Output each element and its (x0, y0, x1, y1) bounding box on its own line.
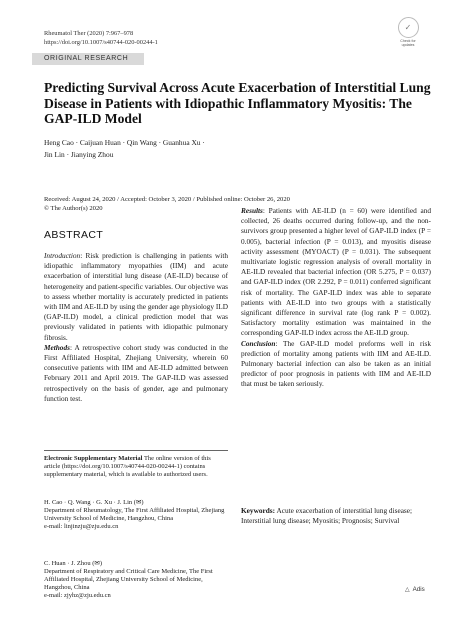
keywords (241, 506, 431, 526)
keywords-text: Acute exacerbation of interstitial lung disease; Interstitial lung disease; Myositis; Prognosis; Survival (241, 506, 413, 526)
conclusion-text: : The GAP-ILD model preforms well in risk prediction of mortality among patients with IIM and AE-ILD. Pulmonary bacterial infection can also be taken as an initial predictor of poor prognosis in patients with IIM and AE-ILD that must be taken seriously. (241, 338, 431, 389)
affiliation-1-dept: Department of Rheumatology, The First Affiliated Hospital, Zhejiang University School of Medicine, Hangzhou, China (44, 507, 225, 523)
affiliation-1 (44, 499, 228, 531)
methods-label: Methods (44, 342, 70, 352)
abstract-column-left (44, 251, 228, 404)
springer-horse-icon: △ (405, 587, 410, 593)
publisher-name: Adis (412, 586, 425, 593)
results-text: : Patients with AE-ILD (n = 60) were identified and collected, 26 deaths occurred during follow-up, and the non-survivors group presented a higher level of GAP-ILD index (P = 0.005), bacterial infection (P = 0.013), and myositis disease activity assessment (MYOACT) (P = 0.031). The subsequent multivariate logistic regression analysis of overall mortality in AE-ILD revealed that bacterial infection (OR 5.275, P = 0.037) and GAP-ILD index (OR 2.292, P = 0.011) conferred significant risk of mortality. The GAP-ILD index was able to separate patients with AE-ILD into two groups with a statistically significant difference in survival rate (log rank P = 0.002). Satisfactory mortality estimation was maintained in the corresponding GAP-ILD index across the AE-ILD group. (241, 206, 431, 338)
journal-citation (44, 30, 158, 47)
esm-text[interactable]: The online version of this article (https://doi.org/10.1007/s40744-020-00244-1) contains supplementary material, which is available to authorized users. (44, 455, 211, 479)
methods-text: : A retrospective cohort study was conducted in the First Affiliated Hospital, Zhejiang University, wherein 60 consecutive patients with IIM and AE-ILD admitted between February 2011 and April 2019. The GAP-ILD was assessed retrospectively on the basis of gender, age and pulmonary function test. (44, 342, 228, 403)
affiliation-2-dept: Department of Respiratory and Critical Care Medicine, The First Affiliated Hospital, Zhejiang University School of Medicine, Hangzhou, China (44, 568, 213, 592)
authors-line2[interactable]: Jin Lin · Jianying Zhou (44, 150, 114, 159)
introduction-label: Introduction (44, 251, 81, 260)
abstract-column-right (241, 206, 431, 390)
abstract-results (241, 206, 431, 339)
check-for-updates-badge[interactable] (396, 17, 420, 47)
keywords-label: Keywords: (241, 506, 276, 515)
affiliation-2-email[interactable]: e-mail: zjyhz@zju.edu.cn (44, 592, 111, 600)
journal-volume: Rheumatol Ther (2020) 7:967–978 (44, 30, 134, 37)
footnote-divider (44, 450, 228, 451)
affiliation-1-email[interactable]: e-mail: linjinzju@zju.edu.cn (44, 523, 119, 531)
affiliation-2 (44, 560, 228, 600)
authors-line1[interactable]: Heng Cao · Caijuan Huan · Qin Wang · Guanhua Xu · (44, 138, 205, 147)
supplementary-material-note (44, 455, 228, 479)
dates-line: Received: August 24, 2020 / Accepted: October 3, 2020 / Published online: October 26, 2020 (44, 196, 290, 203)
introduction-text: : Risk prediction is challenging in patients with idiopathic inflammatory myopathies (IIM) and acute exacerbation of interstitial lung disease (AE-ILD) because of heterogeneity and patient-specific variables. Our objective was to assess whether mortality is accurately predicted in patients with IIM and AE-ILD by using the gender age physiology ILD (GAP-ILD) model, a clinical prediction model that was previously validated in patients with idiopathic pulmonary fibrosis. (44, 251, 228, 342)
publisher-logo[interactable] (405, 586, 425, 593)
affiliation-2-names: C. Huan · J. Zhou (✉) (44, 560, 102, 567)
abstract-methods (44, 343, 228, 404)
article-type-banner: ORIGINAL RESEARCH (32, 53, 144, 65)
abstract-conclusion (241, 339, 431, 390)
results-label: Results (241, 206, 263, 215)
author-list (44, 137, 404, 161)
check-badge-line2: updates (401, 43, 415, 47)
paper-title: Predicting Survival Across Acute Exacerbation of Interstitial Lung Disease in Patients with Idiopathic Inflammatory Myositis: The GAP-ILD Model (44, 80, 431, 126)
affiliation-1-names: H. Cao · Q. Wang · G. Xu · J. Lin (✉) (44, 499, 144, 506)
copyright-line: © The Author(s) 2020 (44, 204, 103, 212)
abstract-introduction (44, 251, 228, 343)
esm-label: Electronic Supplementary Material (44, 455, 143, 462)
abstract-heading: ABSTRACT (44, 229, 104, 241)
conclusion-label: Conclusion (241, 338, 276, 348)
check-for-updates-icon: ✓ (398, 17, 419, 38)
journal-doi[interactable]: https://doi.org/10.1007/s40744-020-00244-1 (44, 38, 158, 46)
check-badge-line1: Check for (400, 39, 416, 43)
